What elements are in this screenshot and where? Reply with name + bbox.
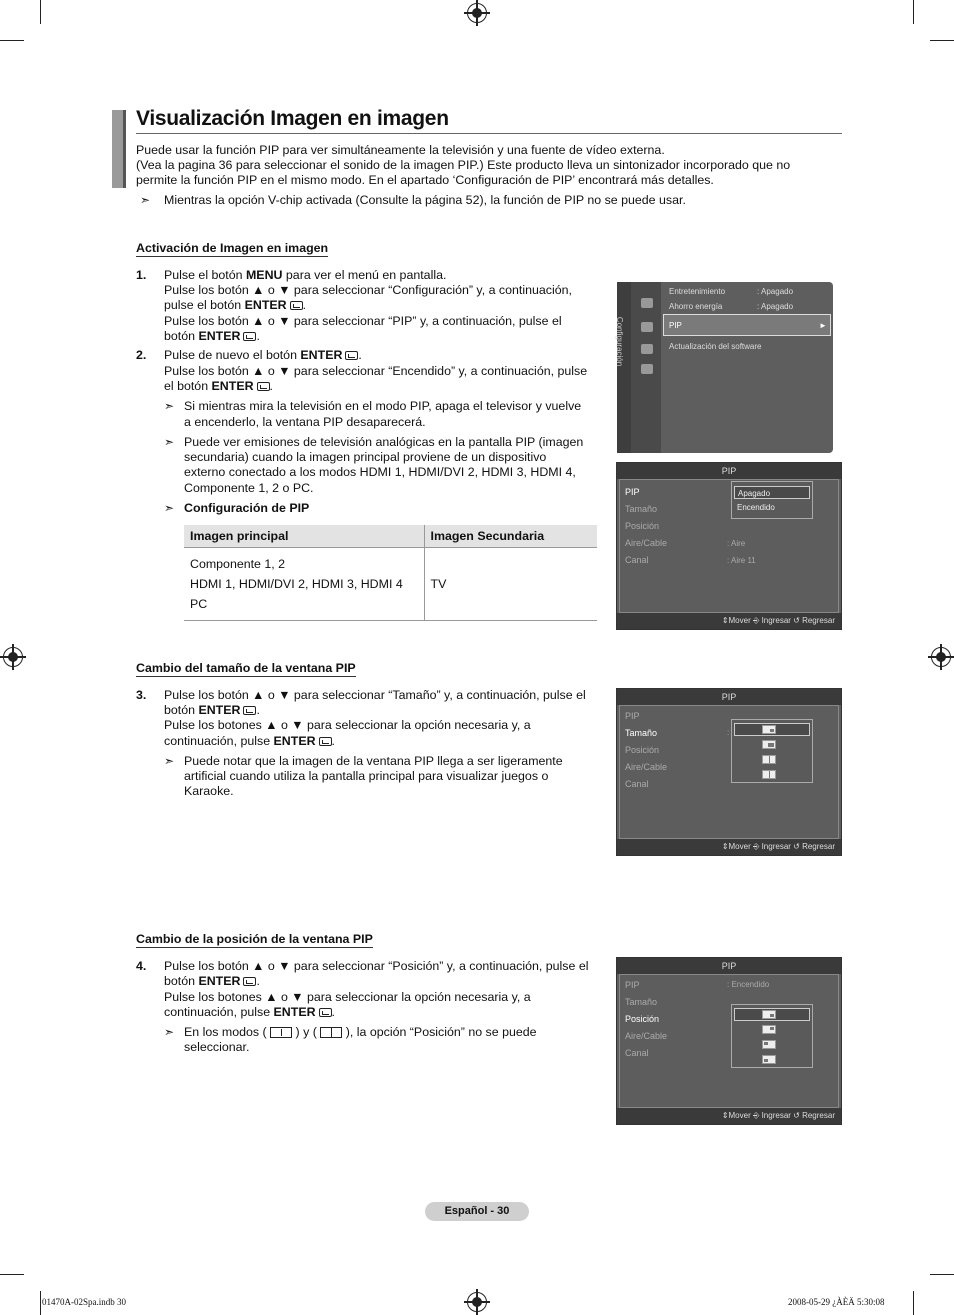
page-number: Español - 30 [425,1202,529,1221]
step-4-line-4: continuación, pulse ENTER . [164,1005,335,1019]
arrow-right-icon: ► [819,321,827,330]
menu-footer: ⇕Mover ⎆ Ingresar ↺ Regresar [617,839,841,855]
menu-item-pip: PIP [669,321,682,330]
menu-value: : Encendido [727,980,770,989]
menu-row: Tamaño [625,728,658,738]
step-4-line-1: Pulse los botón ▲ o ▼ para seleccionar “Posición” y, a continuación, pulse el [164,959,589,973]
note-line: externo conectado a los modos HDMI 1, HDMI/DVI 2, HDMI 3, HDMI 4, [184,465,576,479]
step-4-line-2: botón ENTER . [164,974,260,988]
step-2-line-2: Pulse los botón ▲ o ▼ para seleccionar “Encendido” y, a continuación, pulse [164,364,588,378]
menu-row: Posición [625,521,660,531]
note-line: En los modos ( ) y ( ), la opción “Posición” no se puede [184,1025,537,1039]
menu-row: Canal [625,1048,649,1058]
menu-header: PIP [617,958,841,974]
configuration-menu-screenshot [617,282,833,453]
step-number: 3. [136,688,147,702]
step-3-line-2: botón ENTER . [164,703,260,717]
pip-size-menu-screenshot [616,688,842,856]
step-number: 1. [136,268,147,282]
menu-row: PIP [625,487,640,497]
note-arrow-icon: ➣ [164,399,175,413]
pip-mode-icon [270,1027,292,1038]
intro-line-1: Puede usar la función PIP para ver simultáneamente la televisión y una fuente de vídeo externa. [136,143,665,157]
table-cell: PC [190,597,208,611]
table-cell: TV [430,577,447,591]
step-3-line-1: Pulse los botón ▲ o ▼ para seleccionar “Tamaño” y, a continuación, pulse el [164,688,586,702]
menu-header: PIP [617,689,841,705]
option-off: Apagado [734,486,810,499]
enter-icon [290,301,303,310]
picture-icon [641,298,653,308]
menu-row: Canal [625,555,649,565]
note-arrow-icon: ➣ [164,1025,175,1039]
intro-line-3: permite la función PIP en el mismo modo. En el apartado ‘Configuración de PIP’ encontrará más detalles. [136,173,714,187]
registration-mark-icon [931,647,951,667]
section-heading-activation: Activación de Imagen en imagen [136,241,329,255]
step-4-line-3: Pulse los botones ▲ o ▼ para seleccionar la opción necesaria y, a [164,990,531,1004]
note-line: Karaoke. [184,784,234,798]
menu-side-label: Configuración [615,316,625,367]
enter-icon [319,737,332,746]
menu-row: Aire/Cable [625,538,668,548]
pip-menu-screenshot [616,462,842,630]
menu-item: Entretenimiento [669,287,726,296]
menu-row: Tamaño [625,997,658,1007]
step-1-line-1: Pulse el botón MENU para ver el menú en pantalla. [164,268,447,282]
note-line: seleccionar. [184,1040,250,1054]
page-title: Visualización Imagen en imagen [136,107,449,130]
size-dropdown [731,719,813,783]
footer-file: 01470A-02Spa.indb 30 [42,1297,126,1307]
menu-row: Aire/Cable [625,1031,668,1041]
footer-timestamp: 2008-05-29 ¿ÀÈÄ 5:30:08 [788,1297,885,1307]
menu-item: Actualización del software [669,342,762,351]
step-1-line-2: Pulse los botón ▲ o ▼ para seleccionar “Configuración” y, a continuación, [164,283,572,297]
menu-row: PIP [625,980,640,990]
pip-dropdown [731,481,813,519]
split-mode-icon [320,1027,342,1038]
input-icon [641,344,653,354]
menu-row: Tamaño [625,504,658,514]
intro-line-2: (Vea la pagina 36 para seleccionar el sonido de la imagen PIP.) Este producto lleva un sintonizador incorporado que no [136,158,791,172]
note-line: Puede ver emisiones de televisión analógicas en la pantalla PIP (imagen [184,435,584,449]
table-cell: Componente 1, 2 [190,557,286,571]
setup-icon [641,322,653,332]
menu-value: : Apagado [757,302,794,311]
menu-item: Ahorro energía [669,302,723,311]
section-heading-size: Cambio del tamaño de la ventana PIP [136,661,356,675]
table-cell: HDMI 1, HDMI/DVI 2, HDMI 3, HDMI 4 [190,577,403,591]
pip-position-menu-screenshot [616,957,842,1125]
step-2-line-3: el botón ENTER . [164,379,273,393]
menu-row: Canal [625,779,649,789]
table-header: Imagen principal [184,525,424,548]
intro-note: Mientras la opción V-chip activada (Consulte la página 52), la función de PIP no se puede usar. [164,193,686,207]
table-row [184,548,597,621]
note-arrow-icon: ➣ [164,501,175,515]
note-line: secundaria) cuando la imagen principal proviene de un dispositivo [184,450,547,464]
enter-icon [257,382,270,391]
menu-value: : Apagado [757,287,794,296]
enter-icon [319,1008,332,1017]
note-line: Si mientras mira la televisión en el modo PIP, apaga el televisor y vuelve [184,399,582,413]
menu-footer: ⇕Mover ⎆ Ingresar ↺ Regresar [617,613,841,629]
menu-row: Aire/Cable [625,762,668,772]
step-2-line-1: Pulse de nuevo el botón ENTER . [164,348,362,362]
title-divider [136,133,842,134]
enter-icon [243,977,256,986]
menu-footer: ⇕Mover ⎆ Ingresar ↺ Regresar [617,1108,841,1124]
note-arrow-icon: ➣ [140,193,151,207]
application-icon [641,364,653,374]
menu-row: PIP [625,711,640,721]
step-1-line-4: Pulse los botón ▲ o ▼ para seleccionar “PIP” y, a continuación, pulse el [164,314,562,328]
menu-header: PIP [617,463,841,479]
pip-source-table [184,525,597,621]
note-line: Componente 1, 2 o PC. [184,481,314,495]
menu-row: Posición [625,1014,660,1024]
registration-mark-icon [467,1292,487,1312]
step-number: 4. [136,959,147,973]
note-line: artificial cuando utiliza la pantalla principal para visualizar juegos o [184,769,549,783]
menu-value: : [727,728,730,737]
section-heading-position: Cambio de la posición de la ventana PIP [136,932,373,946]
step-number: 2. [136,348,147,362]
registration-mark-icon [467,3,487,23]
note-arrow-icon: ➣ [164,754,175,768]
step-1-line-3: pulse el botón ENTER . [164,298,307,312]
pip-config-label: Configuración de PIP [184,501,310,515]
step-3-line-4: continuación, pulse ENTER . [164,734,335,748]
step-3-line-3: Pulse los botones ▲ o ▼ para seleccionar la opción necesaria y, a [164,718,531,732]
step-1-line-5: botón ENTER . [164,329,260,343]
title-bar-decoration [112,110,126,188]
menu-value: : Aire [727,539,746,548]
registration-mark-icon [3,647,23,667]
position-dropdown [731,1004,813,1068]
enter-icon [243,706,256,715]
menu-value: : Aire 11 [727,556,756,565]
table-header: Imagen Secundaria [424,525,597,548]
menu-row: Posición [625,745,660,755]
enter-icon [345,351,358,360]
enter-icon [243,332,256,341]
note-line: a encenderlo, la ventana PIP desaparecerá. [184,415,426,429]
menu-highlight [663,314,831,336]
note-line: Puede notar que la imagen de la ventana PIP llega a ser ligeramente [184,754,563,768]
note-arrow-icon: ➣ [164,435,175,449]
option-on: Encendido [737,503,775,512]
